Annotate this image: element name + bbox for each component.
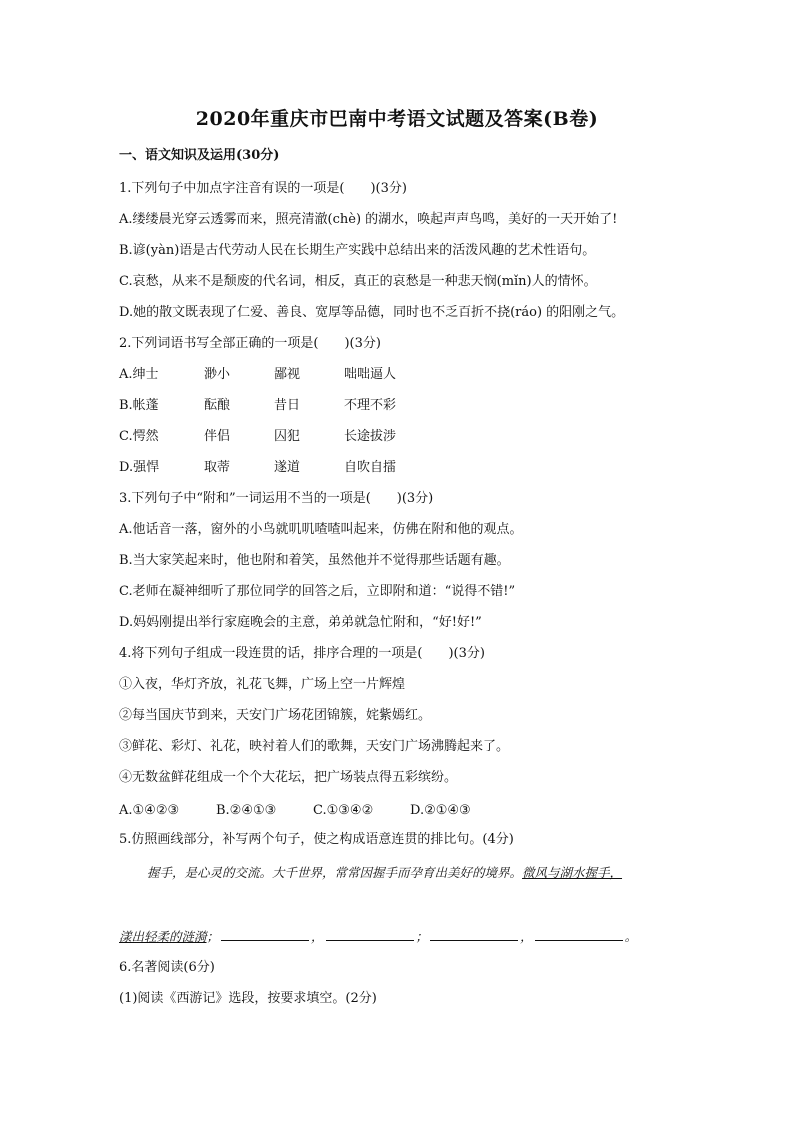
- q2-c-word1: C.愕然: [119, 429, 159, 444]
- q5-blank-2[interactable]: [326, 928, 414, 941]
- q5-example-text: 握手，是心灵的交流。大千世界，常常因握手而孕育出美好的境界。: [147, 865, 523, 880]
- q1-option-b: B.谚(yàn)语是古代劳动人民在长期生产实践中总结出来的活泼风趣的艺术性语句。: [119, 243, 596, 258]
- q2-b-word1: B.帐蓬: [119, 398, 159, 413]
- q3-option-c: C.老师在凝神细听了那位同学的回答之后，立即附和道：“说得不错!”: [119, 584, 516, 599]
- page-title: 2020年重庆市巴南中考语文试题及答案(B卷): [195, 108, 599, 130]
- q6-stem: 6.名著阅读(6分): [119, 960, 215, 975]
- q5-answer-line: [119, 928, 637, 946]
- q4-item-3: ③鲜花、彩灯、礼花，映衬着人们的歌舞，天安门广场沸腾起来了。: [119, 739, 510, 754]
- q5-example-line: [147, 864, 622, 882]
- q2-c-word4: 长途拔涉: [344, 429, 397, 444]
- q1-option-c: C.哀愁，从来不是颓废的代名词，相反，真正的哀愁是一种悲天悯(mǐn)人的情怀。: [119, 274, 597, 289]
- q4-item-4: ④无数盆鲜花组成一个个大花坛，把广场装点得五彩缤纷。: [119, 770, 458, 785]
- q5-continued-underlined: 漾出轻柔的涟漪: [119, 929, 207, 944]
- q2-b-word2: 酝酿: [204, 398, 231, 413]
- q2-a-word3: 鄙视: [274, 367, 301, 382]
- q2-d-word2: 取蒂: [204, 460, 231, 475]
- q4-choice-a: A.①④②③: [119, 803, 180, 818]
- q4-choice-b: B.②④①③: [216, 803, 277, 818]
- q4-choice-d: D.②①④③: [410, 803, 471, 818]
- q2-b-word4: 不理不彩: [344, 398, 397, 413]
- q2-a-word1: A.绅士: [119, 367, 159, 382]
- q2-stem: 2.下列词语书写全部正确的一项是( )(3分): [119, 336, 381, 351]
- q5-punct-1: ；: [206, 929, 220, 944]
- q5-example-underlined: 微风与湖水握手，: [522, 865, 623, 880]
- q5-punct-4: ，: [520, 929, 533, 944]
- q4-stem: 4.将下列句子组成一段连贯的话，排序合理的一项是( )(3分): [119, 646, 485, 661]
- q5-punct-2: ，: [311, 929, 324, 944]
- q3-stem: 3.下列句子中“附和”一词运用不当的一项是( )(3分): [119, 491, 434, 506]
- q4-item-1: ①入夜，华灯齐放，礼花飞舞，广场上空一片辉煌: [119, 677, 406, 692]
- section-heading: 一、语文知识及运用(30分): [119, 148, 280, 163]
- q1-stem: 1.下列句子中加点字注音有误的一项是( )(3分): [119, 181, 407, 196]
- q5-stem: 5.仿照画线部分，补写两个句子，使之构成语意连贯的排比句。(4分): [119, 832, 514, 847]
- q2-a-word2: 渺小: [204, 367, 231, 382]
- q4-choice-c: C.①③④②: [313, 803, 374, 818]
- q5-punct-3: ；: [415, 929, 429, 944]
- q6-sub1: (1)阅读《西游记》选段，按要求填空。(2分): [119, 991, 377, 1006]
- q1-option-d: D.她的散文既表现了仁爱、善良、宽厚等品德，同时也不乏百折不挠(ráo) 的阳刚之气。: [119, 305, 625, 320]
- q3-option-d: D.妈妈刚提出举行家庭晚会的主意，弟弟就急忙附和，“好!好!”: [119, 615, 482, 630]
- q3-option-b: B.当大家笑起来时，他也附和着笑，虽然他并不觉得那些话题有趣。: [119, 553, 510, 568]
- q5-blank-4[interactable]: [535, 928, 623, 941]
- q2-d-word1: D.强悍: [119, 460, 160, 475]
- q5-punct-5: 。: [624, 929, 638, 944]
- q1-option-a: A.缕缕晨光穿云透雾而来，照亮清澈(chè) 的湖水，唤起声声鸟鸣，美好的一天开始了!: [119, 212, 618, 227]
- q5-blank-1[interactable]: [221, 928, 309, 941]
- q2-b-word3: 昔日: [274, 398, 301, 413]
- q4-item-2: ②每当国庆节到来，天安门广场花团锦簇，姹紫嫣红。: [119, 708, 432, 723]
- q2-c-word2: 伴侣: [204, 429, 231, 444]
- q2-a-word4: 咄咄逼人: [344, 367, 397, 382]
- q3-option-a: A.他话音一落，窗外的小鸟就叽叽喳喳叫起来，仿佛在附和他的观点。: [119, 522, 523, 537]
- q2-d-word4: 自吹自擂: [344, 460, 397, 475]
- q2-d-word3: 遂道: [274, 460, 301, 475]
- q2-c-word3: 囚犯: [274, 429, 301, 444]
- q5-blank-3[interactable]: [430, 928, 518, 941]
